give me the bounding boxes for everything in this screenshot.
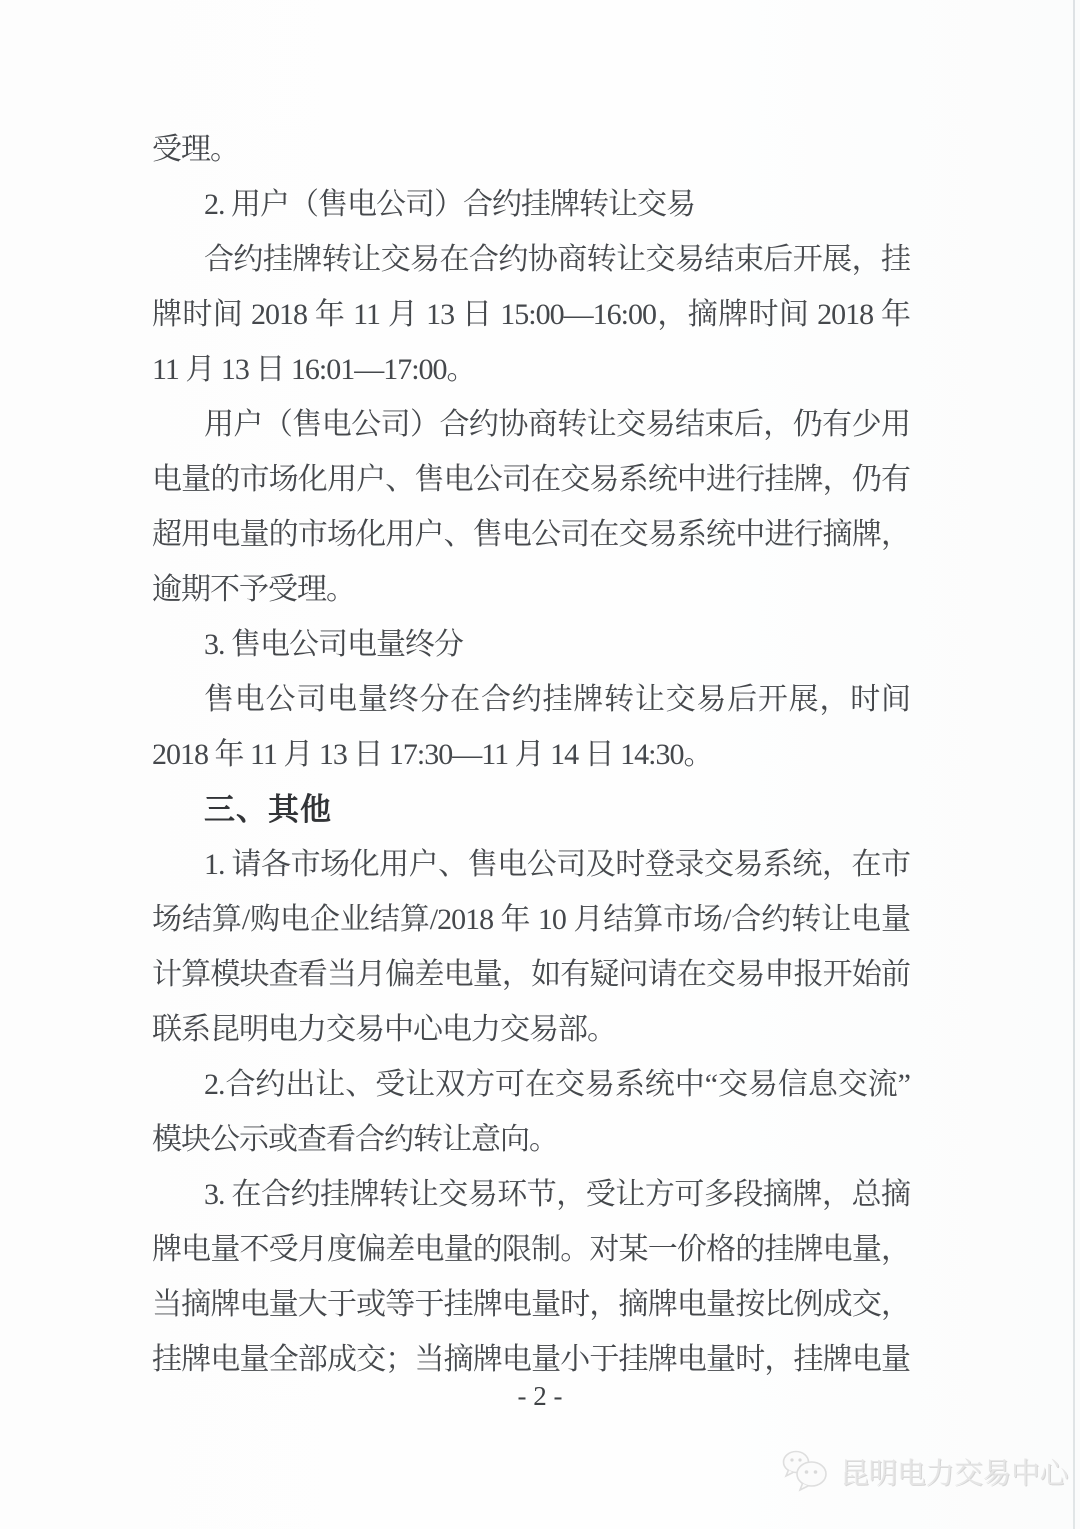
section-heading-other: 三、其他 [204,792,332,827]
wechat-logo-icon [781,1448,831,1494]
text-line: 逾期不予受理。 [152,573,355,606]
text-line: 用户（售电公司）合约协商转让交易结束后，仍有少用 [204,408,910,441]
text-line: 3. 在合约挂牌转让交易环节，受让方可多段摘牌，总摘 [204,1178,910,1211]
text-line: 2.合约出让、受让双方可在交易系统中“交易信息交流” [204,1068,910,1101]
text-line: 1. 请各市场化用户、售电公司及时登录交易系统，在市 [204,848,910,881]
text-line: 场结算/购电企业结算/2018 年 10 月结算市场/合约转让电量 [152,903,910,936]
scan-edge-line [1073,0,1075,1529]
text-line: 11 月 13 日 16:01—17:00。 [152,353,476,386]
text-line-item-2-title: 2. 用户（售电公司）合约挂牌转让交易 [204,188,695,221]
text-line: 牌电量不受月度偏差电量的限制。对某一价格的挂牌电量， [152,1233,910,1266]
text-line: 受理。 [152,133,239,166]
text-line: 2018 年 11 月 13 日 17:30—11 月 14 日 14:30。 [152,738,713,771]
text-line: 牌时间 2018 年 11 月 13 日 15:00—16:00，摘牌时间 2018 年 [152,298,910,331]
text-line: 售电公司电量终分在合约挂牌转让交易后开展，时间 [204,683,910,716]
watermark-brand-text: 昆明电力交易中心 [840,1457,1069,1490]
text-line: 超用电量的市场化用户、售电公司在交易系统中进行摘牌， [152,518,910,551]
text-line: 模块公示或查看合约转让意向。 [152,1123,558,1156]
text-line: 计算模块查看当月偏差电量，如有疑问请在交易申报开始前 [152,958,910,991]
text-line-item-3-title: 3. 售电公司电量终分 [204,628,463,661]
text-line: 联系昆明电力交易中心电力交易部。 [152,1013,616,1046]
text-line: 电量的市场化用户、售电公司在交易系统中进行挂牌，仍有 [152,463,910,496]
document-body [152,122,910,1387]
watermark-brand [781,1448,1068,1494]
text-line: 合约挂牌转让交易在合约协商转让交易结束后开展，挂 [204,243,910,276]
page-number: - 2 - [517,1381,563,1411]
text-line: 挂牌电量全部成交；当摘牌电量小于挂牌电量时，挂牌电量 [152,1343,910,1376]
text-line: 当摘牌电量大于或等于挂牌电量时，摘牌电量按比例成交， [152,1288,910,1321]
